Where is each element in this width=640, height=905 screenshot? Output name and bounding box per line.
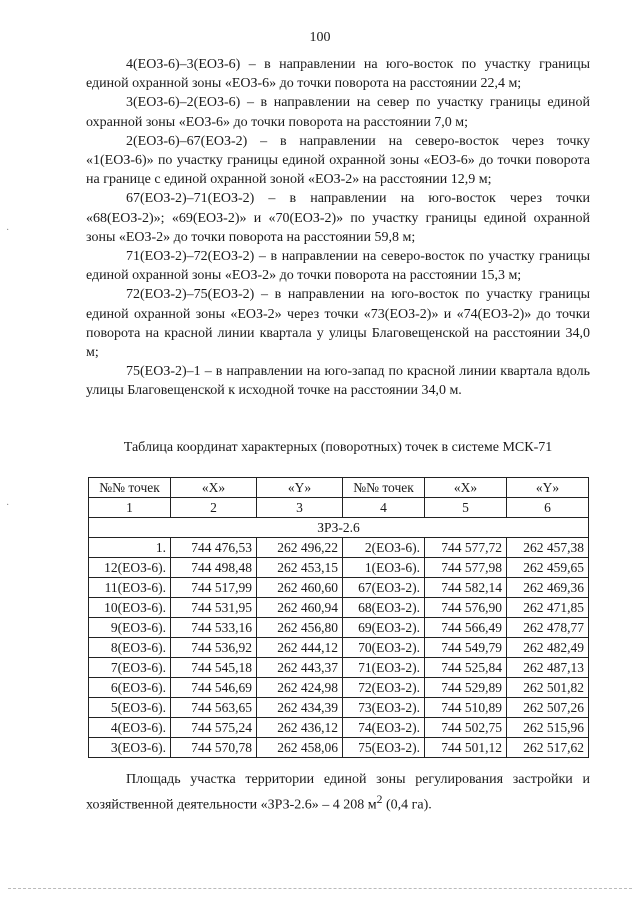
table-row bbox=[89, 738, 589, 758]
x-coordinate-cell: 744 517,99 bbox=[171, 578, 257, 598]
page-number: 100 bbox=[309, 30, 331, 45]
point-id-cell: 9(ЕОЗ-6). bbox=[89, 618, 171, 638]
point-id-cell: 1. bbox=[89, 538, 171, 558]
table-row bbox=[89, 538, 589, 558]
y-coordinate-cell: 262 443,37 bbox=[257, 658, 343, 678]
section-title: ЗРЗ-2.6 bbox=[89, 518, 589, 538]
x-coordinate-cell: 744 533,16 bbox=[171, 618, 257, 638]
boundary-description bbox=[86, 55, 590, 401]
point-id-cell: 72(ЕОЗ-2). bbox=[343, 678, 425, 698]
column-number: 6 bbox=[507, 498, 589, 518]
point-id-cell: 10(ЕОЗ-6). bbox=[89, 598, 171, 618]
x-coordinate-cell: 744 549,79 bbox=[425, 638, 507, 658]
y-coordinate-cell: 262 482,49 bbox=[507, 638, 589, 658]
area-text-end: (0,4 га). bbox=[382, 797, 432, 813]
table-caption: Таблица координат характерных (поворотных) точек в системе МСК-71 bbox=[123, 440, 553, 455]
scan-edge-line bbox=[8, 888, 632, 889]
x-coordinate-cell: 744 576,90 bbox=[425, 598, 507, 618]
y-coordinate-cell: 262 444,12 bbox=[257, 638, 343, 658]
point-id-cell: 68(ЕОЗ-2). bbox=[343, 598, 425, 618]
x-coordinate-cell: 744 476,53 bbox=[171, 538, 257, 558]
point-id-cell: 5(ЕОЗ-6). bbox=[89, 698, 171, 718]
table-row bbox=[89, 718, 589, 738]
column-number: 2 bbox=[171, 498, 257, 518]
y-coordinate-cell: 262 434,39 bbox=[257, 698, 343, 718]
point-id-cell: 75(ЕОЗ-2). bbox=[343, 738, 425, 758]
y-coordinate-cell: 262 471,85 bbox=[507, 598, 589, 618]
column-number: 3 bbox=[257, 498, 343, 518]
y-coordinate-cell: 262 458,06 bbox=[257, 738, 343, 758]
area-statement bbox=[86, 770, 590, 816]
area-paragraph bbox=[86, 770, 590, 816]
column-number-row bbox=[89, 498, 589, 518]
header-cell: №№ точек bbox=[89, 478, 171, 498]
header-cell: «X» bbox=[171, 478, 257, 498]
paragraph: 75(ЕОЗ-2)–1 – в направлении на юго-запад по красной линии квартала вдоль улицы Благовещенской к исходной точке на расстоянии 34,0 м. bbox=[86, 364, 590, 399]
table-header-row bbox=[89, 478, 589, 498]
margin-mark: · bbox=[6, 500, 10, 511]
y-coordinate-cell: 262 459,65 bbox=[507, 558, 589, 578]
header-cell: №№ точек bbox=[343, 478, 425, 498]
point-id-cell: 6(ЕОЗ-6). bbox=[89, 678, 171, 698]
paragraph: 3(ЕОЗ-6)–2(ЕОЗ-6) – в направлении на север по участку границы единой охранной зоны «ЕОЗ-6» до точки поворота на расстоянии 7,0 м; bbox=[86, 95, 590, 130]
point-id-cell: 7(ЕОЗ-6). bbox=[89, 658, 171, 678]
paragraph: 4(ЕОЗ-6)–3(ЕОЗ-6) – в направлении на юго-восток по участку границы единой охранной зоны «ЕОЗ-6» до точки поворота на расстоянии 22,4 м; bbox=[86, 57, 590, 92]
y-coordinate-cell: 262 501,82 bbox=[507, 678, 589, 698]
margin-mark: · bbox=[6, 225, 10, 236]
point-id-cell: 71(ЕОЗ-2). bbox=[343, 658, 425, 678]
section-row bbox=[89, 518, 589, 538]
y-coordinate-cell: 262 460,60 bbox=[257, 578, 343, 598]
y-coordinate-cell: 262 460,94 bbox=[257, 598, 343, 618]
header-cell: «Y» bbox=[257, 478, 343, 498]
x-coordinate-cell: 744 545,18 bbox=[171, 658, 257, 678]
table-row bbox=[89, 578, 589, 598]
x-coordinate-cell: 744 501,12 bbox=[425, 738, 507, 758]
y-coordinate-cell: 262 436,12 bbox=[257, 718, 343, 738]
x-coordinate-cell: 744 577,72 bbox=[425, 538, 507, 558]
x-coordinate-cell: 744 498,48 bbox=[171, 558, 257, 578]
paragraph: 72(ЕОЗ-2)–75(ЕОЗ-2) – в направлении на юго-восток по участку границы единой охранной зоны «ЕОЗ-2» через точки «73(ЕОЗ-2)» и «74(ЕОЗ-2)» до точки поворота на красной линии квартала у улицы Благовещенской на расстоянии 34,0 м; bbox=[86, 287, 590, 361]
point-id-cell: 11(ЕОЗ-6). bbox=[89, 578, 171, 598]
point-id-cell: 12(ЕОЗ-6). bbox=[89, 558, 171, 578]
point-id-cell: 69(ЕОЗ-2). bbox=[343, 618, 425, 638]
point-id-cell: 2(ЕОЗ-6). bbox=[343, 538, 425, 558]
column-number: 5 bbox=[425, 498, 507, 518]
x-coordinate-cell: 744 577,98 bbox=[425, 558, 507, 578]
y-coordinate-cell: 262 453,15 bbox=[257, 558, 343, 578]
y-coordinate-cell: 262 469,36 bbox=[507, 578, 589, 598]
y-coordinate-cell: 262 424,98 bbox=[257, 678, 343, 698]
y-coordinate-cell: 262 517,62 bbox=[507, 738, 589, 758]
header-cell: «X» bbox=[425, 478, 507, 498]
y-coordinate-cell: 262 456,80 bbox=[257, 618, 343, 638]
x-coordinate-cell: 744 575,24 bbox=[171, 718, 257, 738]
x-coordinate-cell: 744 563,65 bbox=[171, 698, 257, 718]
point-id-cell: 3(ЕОЗ-6). bbox=[89, 738, 171, 758]
table-row bbox=[89, 618, 589, 638]
column-number: 4 bbox=[343, 498, 425, 518]
table-row bbox=[89, 678, 589, 698]
paragraph: 71(ЕОЗ-2)–72(ЕОЗ-2) – в направлении на северо-восток по участку границы единой охранной зоны «ЕОЗ-2» до точки поворота на расстоянии 15,3 м; bbox=[86, 249, 590, 284]
point-id-cell: 67(ЕОЗ-2). bbox=[343, 578, 425, 598]
y-coordinate-cell: 262 457,38 bbox=[507, 538, 589, 558]
column-number: 1 bbox=[89, 498, 171, 518]
x-coordinate-cell: 744 582,14 bbox=[425, 578, 507, 598]
x-coordinate-cell: 744 502,75 bbox=[425, 718, 507, 738]
x-coordinate-cell: 744 531,95 bbox=[171, 598, 257, 618]
point-id-cell: 4(ЕОЗ-6). bbox=[89, 718, 171, 738]
y-coordinate-cell: 262 487,13 bbox=[507, 658, 589, 678]
y-coordinate-cell: 262 478,77 bbox=[507, 618, 589, 638]
x-coordinate-cell: 744 510,89 bbox=[425, 698, 507, 718]
y-coordinate-cell: 262 496,22 bbox=[257, 538, 343, 558]
y-coordinate-cell: 262 507,26 bbox=[507, 698, 589, 718]
y-coordinate-cell: 262 515,96 bbox=[507, 718, 589, 738]
table-row bbox=[89, 598, 589, 618]
x-coordinate-cell: 744 566,49 bbox=[425, 618, 507, 638]
point-id-cell: 74(ЕОЗ-2). bbox=[343, 718, 425, 738]
x-coordinate-cell: 744 536,92 bbox=[171, 638, 257, 658]
table-row bbox=[89, 698, 589, 718]
coordinates-table bbox=[88, 477, 589, 758]
table-row bbox=[89, 638, 589, 658]
point-id-cell: 73(ЕОЗ-2). bbox=[343, 698, 425, 718]
table-row bbox=[89, 558, 589, 578]
header-cell: «Y» bbox=[507, 478, 589, 498]
table-row bbox=[89, 658, 589, 678]
x-coordinate-cell: 744 546,69 bbox=[171, 678, 257, 698]
point-id-cell: 1(ЕОЗ-6). bbox=[343, 558, 425, 578]
x-coordinate-cell: 744 529,89 bbox=[425, 678, 507, 698]
x-coordinate-cell: 744 525,84 bbox=[425, 658, 507, 678]
point-id-cell: 8(ЕОЗ-6). bbox=[89, 638, 171, 658]
x-coordinate-cell: 744 570,78 bbox=[171, 738, 257, 758]
point-id-cell: 70(ЕОЗ-2). bbox=[343, 638, 425, 658]
paragraph: 67(ЕОЗ-2)–71(ЕОЗ-2) – в направлении на юго-восток через точки «68(ЕОЗ-2)»; «69(ЕОЗ-2)» и «70(ЕОЗ-2)» по участку границы единой охранной зоны «ЕОЗ-2» до точки поворота на расстоянии 59,8 м; bbox=[86, 191, 590, 245]
area-text: Площадь участка территории единой зоны регулирования застройки и хозяйственной деятельности «ЗРЗ-2.6» – 4 208 м bbox=[86, 772, 590, 813]
area-superscript: 2 bbox=[376, 793, 383, 806]
paragraph: 2(ЕОЗ-6)–67(ЕОЗ-2) – в направлении на северо-восток через точку «1(ЕОЗ-6)» по участку границы единой охранной зоны «ЕОЗ-6» до точки поворота на границе с единой охранной зоной «ЕОЗ-2» на расстоянии 12,9 м; bbox=[86, 133, 590, 188]
